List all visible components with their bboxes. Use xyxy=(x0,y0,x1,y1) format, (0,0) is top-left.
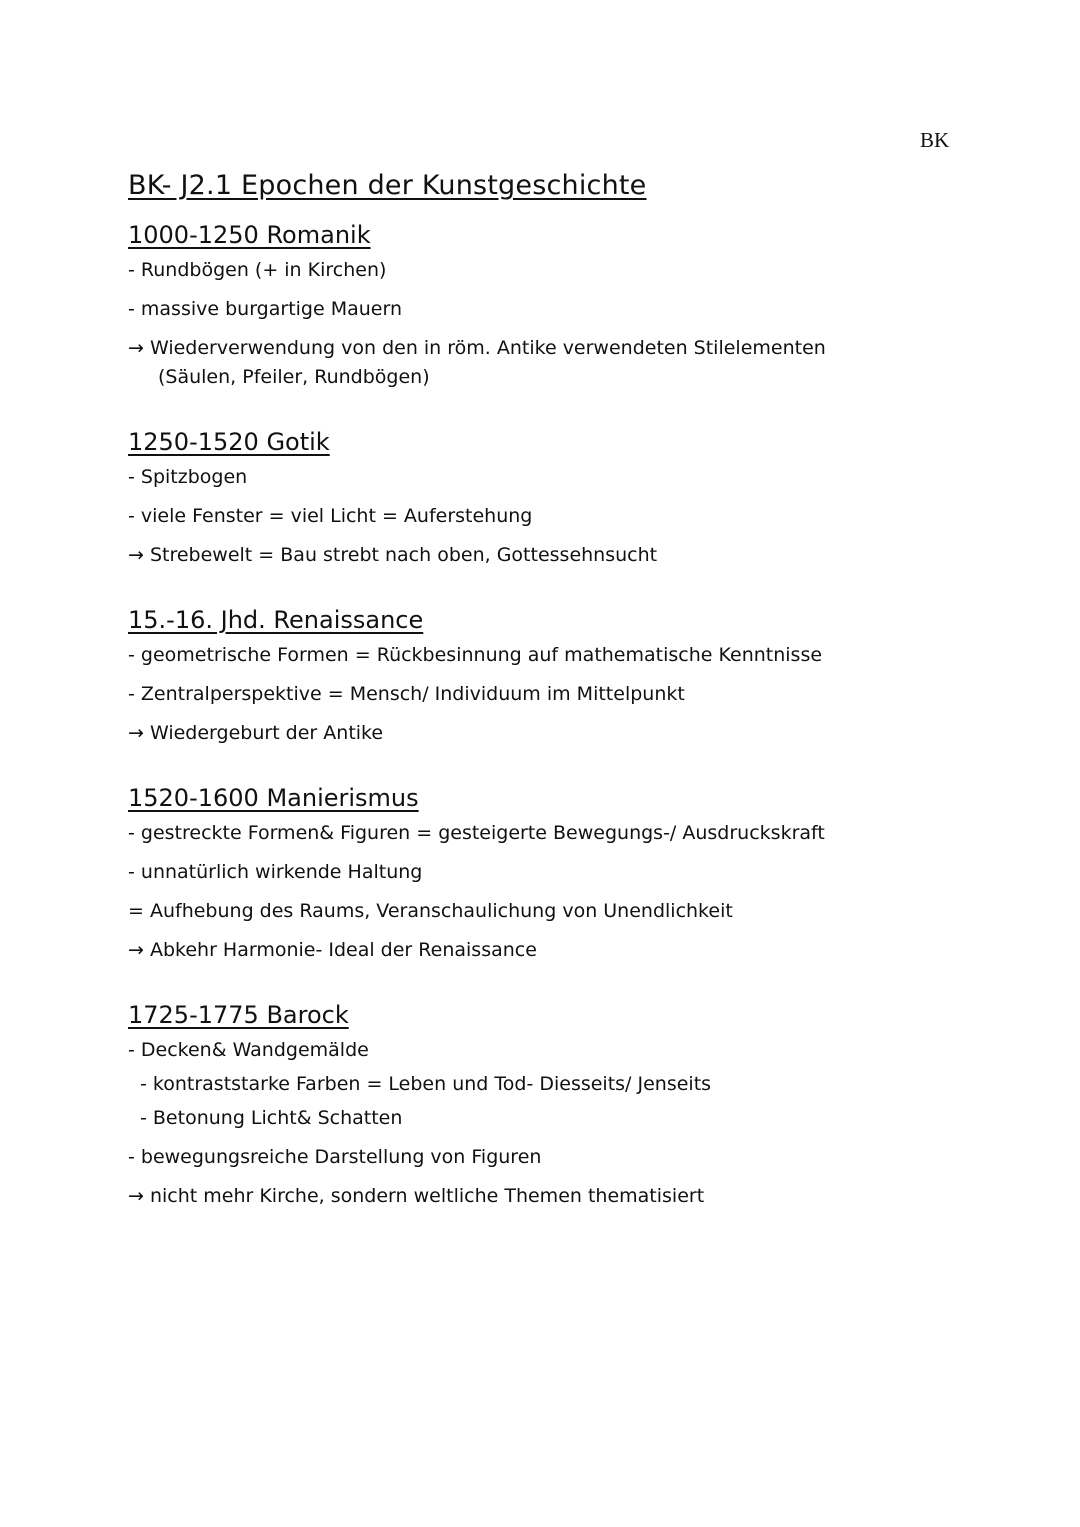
section-romanik xyxy=(128,221,988,390)
sub-bullet-line: - Betonung Licht& Schatten xyxy=(140,1107,403,1129)
bullet-line: - massive burgartige Mauern xyxy=(128,298,402,320)
bullet-line: - gestreckte Formen& Figuren = gesteigerte Bewegungs-/ Ausdruckskraft xyxy=(128,822,825,844)
bullet-line: - unnatürlich wirkende Haltung xyxy=(128,861,423,883)
continuation-line: (Säulen, Pfeiler, Rundbögen) xyxy=(158,366,430,388)
section-barock xyxy=(128,1001,988,1209)
conclusion-line: → Wiederverwendung von den in röm. Antike verwendeten Stilelementen xyxy=(128,337,826,359)
section-manierismus xyxy=(128,784,988,963)
header-tag: BK xyxy=(920,128,950,152)
sub-bullet-line: - kontraststarke Farben = Leben und Tod- Diesseits/ Jenseits xyxy=(140,1073,712,1095)
section-heading: 1250-1520 Gotik xyxy=(128,428,330,456)
section-gotik xyxy=(128,428,988,568)
bullet-line: - Decken& Wandgemälde xyxy=(128,1039,369,1061)
document-title: BK- J2.1 Epochen der Kunstgeschichte xyxy=(128,170,647,201)
section-heading: 15.-16. Jhd. Renaissance xyxy=(128,606,424,634)
bullet-line: - bewegungsreiche Darstellung von Figuren xyxy=(128,1146,542,1168)
bullet-line: - geometrische Formen = Rückbesinnung auf mathematische Kenntnisse xyxy=(128,644,823,666)
result-line: = Aufhebung des Raums, Veranschaulichung von Unendlichkeit xyxy=(128,900,733,922)
conclusion-line: → Strebewelt = Bau strebt nach oben, Gottessehnsucht xyxy=(128,544,658,566)
conclusion-line: → Abkehr Harmonie- Ideal der Renaissance xyxy=(128,939,537,961)
bullet-line: - viele Fenster = viel Licht = Auferstehung xyxy=(128,505,533,527)
section-heading: 1520-1600 Manierismus xyxy=(128,784,419,812)
section-heading: 1725-1775 Barock xyxy=(128,1001,349,1029)
bullet-line: - Spitzbogen xyxy=(128,466,248,488)
section-heading: 1000-1250 Romanik xyxy=(128,221,371,249)
document-body xyxy=(128,170,988,1247)
section-renaissance xyxy=(128,606,988,746)
bullet-line: - Rundbögen (+ in Kirchen) xyxy=(128,259,387,281)
bullet-line: - Zentralperspektive = Mensch/ Individuum im Mittelpunkt xyxy=(128,683,685,705)
conclusion-line: → nicht mehr Kirche, sondern weltliche Themen thematisiert xyxy=(128,1185,705,1207)
conclusion-line: → Wiedergeburt der Antike xyxy=(128,722,384,744)
